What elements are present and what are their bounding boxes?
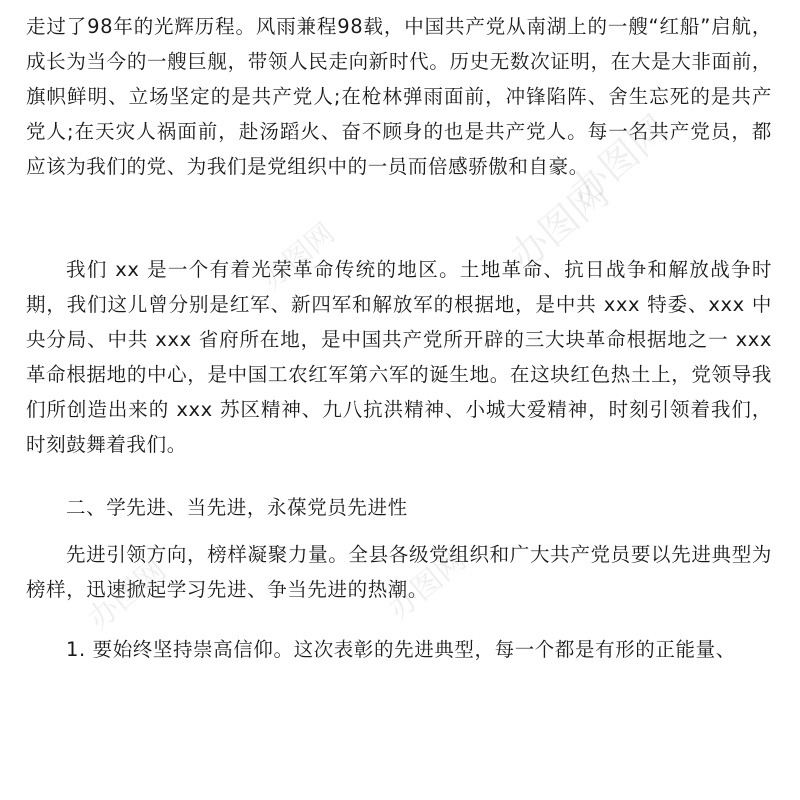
watermark-logo: 办图网 — [255, 216, 341, 296]
watermark-logo: 办图网 — [81, 552, 173, 638]
paragraph-party-history: 走过了98年的光辉历程。风雨兼程98载，中国共产党从南湖上的一艘“红船”启航，成长为当今的一艘巨舰，带领人民走向新时代。历史无数次证明，在大是大非面前，旗帜鲜明、立场坚定的是共产党人;在枪林弹雨面前，冲锋陷阵、舍生忘死的是共产党人;在天灾人祸面前，赴汤蹈火、奋不顾身的也是共产党人。每一名共产党员，都应该为我们的党、为我们是党组织中的一员而倍感骄傲和自豪。 — [26, 15, 772, 178]
section-heading-learn-advanced: 二、学先进、当先进，永葆党员先进性 — [66, 496, 408, 519]
paragraph-revolutionary-region: 我们 xx 是一个有着光荣革命传统的地区。土地革命、抗日战争和解放战争时期，我们这儿曾分别是红军、新四军和解放军的根据地，是中共 xxx 特委、xxx 中央分局、中共 xxx 省府所在地，是中国共产党所开辟的三大块革命根据地之一 xxx 革命根据地的中心，是中国工农红军第六军的诞生地。在这块红色热土上，党领导我们所创造出来的 xxx 苏区精神、九八抗洪精神、小城大爱精神，时刻引领着我们，时刻鼓舞着我们。 — [26, 258, 772, 456]
paragraph-point-one: 1. 要始终坚持崇高信仰。这次表彰的先进典型，每一个都是有形的正能量、 — [66, 638, 736, 661]
watermark-logo: 办图网 — [501, 171, 618, 279]
watermark-logo: 办图网 — [381, 542, 473, 628]
paragraph-role-models: 先进引领方向，榜样凝聚力量。全县各级党组织和广大共产党员要以先进典型为榜样，迅速掀起学习先进、争当先进的热潮。 — [26, 543, 772, 601]
watermark-logo: 办图网 — [561, 106, 678, 214]
